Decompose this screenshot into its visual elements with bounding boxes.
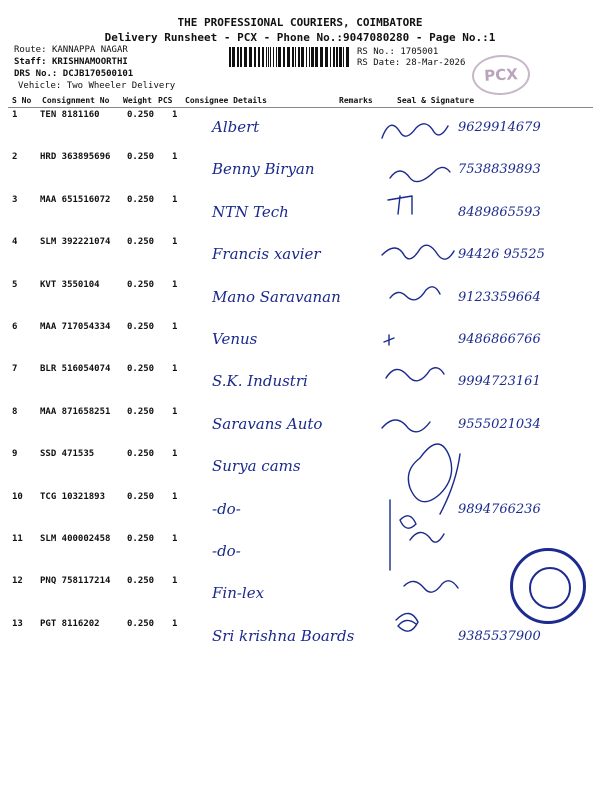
cell-consignee: Fin-lex xyxy=(212,584,265,603)
rs-date-label: RS Date: xyxy=(357,58,401,68)
cell-pcs: 1 xyxy=(172,449,178,460)
cell-consignee: Francis xavier xyxy=(212,245,321,264)
cell-consignment-no: KVT 3550104 xyxy=(40,279,100,290)
cell-consignee: Albert xyxy=(212,118,260,136)
cell-consignment-no: MAA 651516072 xyxy=(40,194,111,205)
cell-sno: 10 xyxy=(12,491,23,502)
cell-weight: 0.250 xyxy=(127,364,155,375)
cell-consignee: Venus xyxy=(212,330,258,348)
cell-sno: 3 xyxy=(12,194,18,205)
cell-signature-phone: 9994723161 xyxy=(458,374,541,390)
cell-sno: 5 xyxy=(12,279,18,290)
cell-consignment-no: TEN 8181160 xyxy=(40,110,100,120)
cell-consignment-no: MAA 871658251 xyxy=(40,406,111,417)
route-line xyxy=(14,45,128,55)
pcx-stamp: PCX xyxy=(471,54,531,97)
page-title: THE PROFESSIONAL COURIERS, COIMBATORE xyxy=(177,16,423,29)
cell-consignee: -do- xyxy=(212,542,241,560)
cell-sno: 13 xyxy=(12,618,23,629)
cell-pcs: 1 xyxy=(172,152,178,163)
drs-value: DCJB170500101 xyxy=(62,69,134,79)
cell-sno: 1 xyxy=(12,110,18,120)
cell-weight: 0.250 xyxy=(127,237,155,248)
route-value: KANNAPPA NAGAR xyxy=(51,45,128,55)
cell-consignee: Mano Saravanan xyxy=(212,287,341,306)
cell-pcs: 1 xyxy=(172,322,178,332)
cell-consignment-no: HRD 363895696 xyxy=(40,152,111,163)
cell-consignee: NTN Tech xyxy=(212,202,289,221)
cell-consignee: S.K. Industri xyxy=(212,372,308,391)
rs-date-line xyxy=(357,58,465,68)
col-remarks: Remarks xyxy=(339,96,373,105)
col-pcs: PCS xyxy=(158,96,173,105)
cell-signature-phone: 7538839893 xyxy=(458,162,541,178)
cell-consignment-no: PNQ 758117214 xyxy=(40,576,111,587)
cell-consignment-no: MAA 717054334 xyxy=(40,322,111,332)
col-signature: Seal & Signature xyxy=(397,96,475,105)
cell-pcs: 1 xyxy=(172,618,178,629)
rs-date-value: 28-Mar-2026 xyxy=(405,58,466,68)
cell-consignee: Sri krishna Boards xyxy=(212,626,355,645)
cell-pcs: 1 xyxy=(172,406,178,417)
cell-consignment-no: TCG 10321893 xyxy=(40,491,106,502)
col-weight: Weight xyxy=(123,96,152,105)
cell-consignment-no: SLM 400002458 xyxy=(40,534,111,544)
barcode-graphic xyxy=(229,47,351,67)
cell-sno: 6 xyxy=(12,322,18,332)
cell-consignee: Surya cams xyxy=(212,457,301,476)
cell-signature-phone: 9486866766 xyxy=(458,332,541,347)
cell-sno: 12 xyxy=(12,576,23,587)
cell-consignee: Saravans Auto xyxy=(212,414,323,433)
drs-line xyxy=(14,69,133,79)
cell-sno: 9 xyxy=(12,449,18,460)
cell-consignment-no: BLR 516054074 xyxy=(40,364,111,375)
cell-weight: 0.250 xyxy=(127,322,155,332)
route-label: Route: xyxy=(14,45,47,55)
cell-consignment-no: SSD 471535 xyxy=(40,449,95,460)
cell-pcs: 1 xyxy=(172,110,178,120)
rs-no-label: RS No.: xyxy=(357,47,395,57)
cell-consignee: -do- xyxy=(212,499,241,518)
barcode xyxy=(229,47,351,67)
rs-no-value: 1705001 xyxy=(400,47,439,57)
cell-consignment-no: SLM 392221074 xyxy=(40,237,111,248)
staff-value: KRISHNAMOORTHI xyxy=(51,57,128,67)
col-consignment: Consignment No xyxy=(42,96,110,105)
cell-weight: 0.250 xyxy=(127,194,155,205)
cell-weight: 0.250 xyxy=(127,449,155,460)
cell-weight: 0.250 xyxy=(127,491,155,502)
cell-sno: 7 xyxy=(12,364,18,375)
cell-pcs: 1 xyxy=(172,491,178,502)
cell-signature-phone: 94426 95525 xyxy=(458,247,545,263)
cell-signature-phone: 8489865593 xyxy=(458,204,541,220)
rs-no-line xyxy=(357,47,438,57)
staff-line xyxy=(14,57,128,67)
staff-label: Staff: xyxy=(14,57,47,67)
cell-consignee: Benny Biryan xyxy=(212,160,315,179)
col-sno: S No xyxy=(12,96,32,105)
cell-sno: 2 xyxy=(12,152,18,163)
cell-sno: 4 xyxy=(12,237,18,248)
cell-signature-phone: 9555021034 xyxy=(458,416,541,432)
cell-weight: 0.250 xyxy=(127,534,155,544)
cell-pcs: 1 xyxy=(172,534,178,544)
page-subtitle: Delivery Runsheet - PCX - Phone No.:9047080280 - Page No.:1 xyxy=(104,31,496,44)
cell-weight: 0.250 xyxy=(127,406,155,417)
cell-weight: 0.250 xyxy=(127,152,155,163)
cell-weight: 0.250 xyxy=(127,576,155,587)
cell-signature-phone: 9894766236 xyxy=(458,501,541,517)
cell-weight: 0.250 xyxy=(127,110,155,120)
cell-signature-phone: 9629914679 xyxy=(458,120,541,135)
drs-label: DRS No.: xyxy=(14,69,58,79)
cell-pcs: 1 xyxy=(172,194,178,205)
cell-weight: 0.250 xyxy=(127,618,155,629)
cell-pcs: 1 xyxy=(172,279,178,290)
cell-pcs: 1 xyxy=(172,364,178,375)
cell-signature-phone: 9385537900 xyxy=(458,628,541,644)
company-seal xyxy=(510,548,586,624)
cell-sno: 11 xyxy=(12,534,23,544)
cell-pcs: 1 xyxy=(172,576,178,587)
cell-consignment-no: PGT 8116202 xyxy=(40,618,100,629)
vehicle-label: Vehicle: xyxy=(18,81,62,91)
company-seal-inner xyxy=(529,567,571,609)
cell-sno: 8 xyxy=(12,406,18,417)
col-consignee: Consignee Details xyxy=(185,96,267,105)
cell-pcs: 1 xyxy=(172,237,178,248)
cell-weight: 0.250 xyxy=(127,279,155,290)
cell-signature-phone: 9123359664 xyxy=(458,289,541,305)
vehicle-value: Two Wheeler Delivery xyxy=(66,81,176,91)
vehicle-line xyxy=(18,81,175,91)
